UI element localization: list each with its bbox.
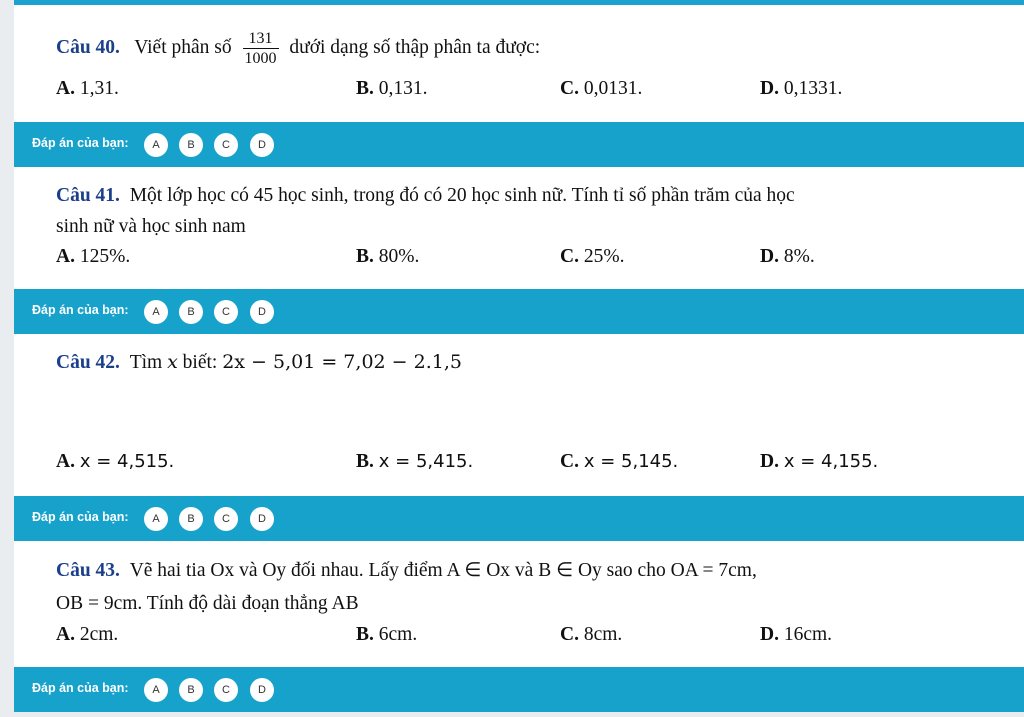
option-d: D. 8%. — [760, 246, 815, 267]
question-40-text: Câu 40. Viết phân số $\frac{131}{1000}$ dưới dạng số thập phân ta được: — [56, 30, 541, 67]
question-number: Câu 43. — [56, 560, 120, 581]
question-41 — [14, 167, 1024, 289]
option-a: A. 2cm. — [56, 624, 119, 645]
question-42 — [14, 334, 1024, 496]
equation: 2x − 5,01 = 7,02 − 2.1,5 — [222, 351, 462, 373]
answer-label: Đáp án của bạn: — [32, 136, 129, 150]
answer-bar-43 — [14, 667, 1024, 712]
choice-d-button[interactable]: D — [250, 300, 274, 324]
choice-b-button[interactable]: B — [179, 678, 203, 702]
answer-bar-41 — [14, 289, 1024, 334]
choice-b-button[interactable]: B — [179, 300, 203, 324]
question-number: Câu 41. — [56, 185, 120, 206]
choice-a-button[interactable]: A — [144, 507, 168, 531]
option-c: C. x = 5,145. — [560, 451, 679, 472]
choice-c-button[interactable]: C — [214, 133, 238, 157]
option-c: C. 25%. — [560, 246, 625, 267]
answer-label: Đáp án của bạn: — [32, 510, 129, 524]
option-d: D. 0,1331. — [760, 78, 843, 99]
answer-bar-40 — [14, 122, 1024, 167]
question-number: Câu 42. — [56, 352, 120, 373]
question-43 — [14, 541, 1024, 667]
option-d: D. 16cm. — [760, 624, 833, 645]
option-a: A. x = 4,515. — [56, 451, 175, 472]
fraction: $\frac{131}{1000}$ — [244, 30, 277, 67]
choice-d-button[interactable]: D — [250, 507, 274, 531]
question-43-text: Câu 43. Vẽ hai tia Ox và Oy đối nhau. Lấy điểm A ∈ Ox và B ∈ Oy sao cho OA = 7cm, — [56, 560, 757, 581]
option-b: B. 0,131. — [356, 78, 428, 99]
option-b: B. 6cm. — [356, 624, 418, 645]
choice-c-button[interactable]: C — [214, 507, 238, 531]
choice-b-button[interactable]: B — [179, 507, 203, 531]
choice-a-button[interactable]: A — [144, 300, 168, 324]
option-c: C. 0,0131. — [560, 78, 643, 99]
choice-d-button[interactable]: D — [250, 133, 274, 157]
choice-d-button[interactable]: D — [250, 678, 274, 702]
choice-c-button[interactable]: C — [214, 678, 238, 702]
choice-c-button[interactable]: C — [214, 300, 238, 324]
question-number: Câu 40. — [56, 36, 120, 58]
question-43-text-line2: OB = 9cm. Tính độ dài đoạn thẳng AB — [56, 593, 359, 614]
choice-b-button[interactable]: B — [179, 133, 203, 157]
answer-label: Đáp án của bạn: — [32, 681, 129, 695]
question-40 — [14, 5, 1024, 122]
option-c: C. 8cm. — [560, 624, 623, 645]
answer-label: Đáp án của bạn: — [32, 303, 129, 317]
option-a: A. 125%. — [56, 246, 131, 267]
option-d: D. x = 4,155. — [760, 451, 879, 472]
question-41-text: Câu 41. Một lớp học có 45 học sinh, trong đó có 20 học sinh nữ. Tính tỉ số phần trăm của học — [56, 185, 795, 206]
option-b: B. 80%. — [356, 246, 420, 267]
option-b: B. x = 5,415. — [356, 451, 474, 472]
choice-a-button[interactable]: A — [144, 678, 168, 702]
question-42-text: Câu 42. Tìm x biết: 2x − 5,01 = 7,02 − 2.1,5 — [56, 351, 462, 373]
option-a: A. 1,31. — [56, 78, 119, 99]
question-41-text-line2: sinh nữ và học sinh nam — [56, 216, 246, 237]
answer-bar-42 — [14, 496, 1024, 541]
choice-a-button[interactable]: A — [144, 133, 168, 157]
